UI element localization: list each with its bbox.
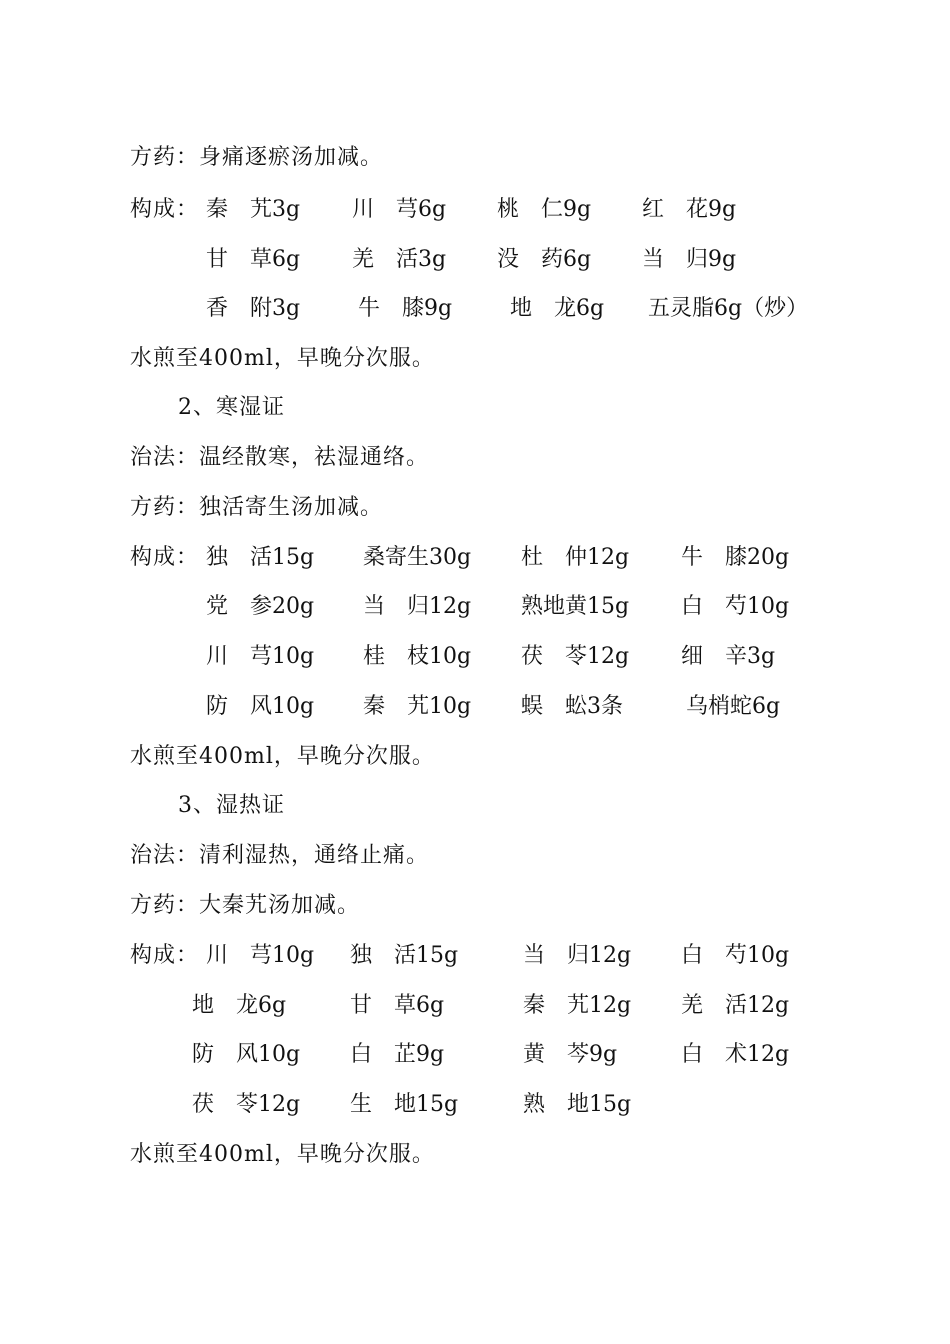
- herb-item: 川 芎6g: [352, 197, 447, 222]
- herb-item: 细 辛3g: [681, 644, 776, 669]
- decoction-line-3: 水煎至400ml，早晚分次服。: [130, 1142, 435, 1167]
- herb-item: 当 归12g: [523, 943, 632, 968]
- herb-item: 没 药6g: [497, 247, 592, 272]
- herb-item: 乌梢蛇6g: [686, 694, 781, 719]
- herb-item: 地 龙6g: [192, 993, 287, 1018]
- herb-item: 秦 艽10g: [363, 694, 472, 719]
- herb-item: 蜈 蚣3条: [521, 694, 623, 719]
- composition-label-3: 构成：: [130, 943, 200, 968]
- herb-item: 黄 芩9g: [523, 1042, 618, 1067]
- decoction-line-2: 水煎至400ml，早晚分次服。: [130, 744, 435, 769]
- heading-cold-damp: 2、寒湿证: [178, 395, 285, 420]
- herb-item: 当 归9g: [642, 247, 737, 272]
- herb-item: 桑寄生30g: [363, 545, 472, 570]
- herb-item: 桃 仁9g: [497, 197, 592, 222]
- formula-line-3: 方药：大秦艽汤加减。: [130, 893, 361, 918]
- herb-item: 桂 枝10g: [363, 644, 472, 669]
- herb-item: 熟地黄15g: [521, 594, 630, 619]
- herb-item: 地 龙6g: [510, 296, 605, 321]
- treatment-line-3: 治法：清利湿热，通络止痛。: [130, 843, 430, 868]
- herb-item: 川 芎10g: [206, 644, 315, 669]
- herb-item: 白 芷9g: [350, 1042, 445, 1067]
- herb-item: 防 风10g: [192, 1042, 301, 1067]
- herb-item: 生 地15g: [350, 1092, 459, 1117]
- herb-item: 甘 草6g: [206, 247, 301, 272]
- herb-item: 党 参20g: [206, 594, 315, 619]
- herb-item: 牛 膝9g: [358, 296, 453, 321]
- herb-item: 茯 苓12g: [192, 1092, 301, 1117]
- herb-item: 茯 苓12g: [521, 644, 630, 669]
- composition-label-2: 构成：: [130, 545, 200, 570]
- composition-label-1: 构成：: [130, 197, 200, 222]
- formula-line-1: 方药：身痛逐瘀汤加减。: [130, 145, 384, 170]
- herb-item: 五灵脂6g（炒）: [648, 296, 809, 321]
- herb-item: 香 附3g: [206, 296, 301, 321]
- herb-item: 防 风10g: [206, 694, 315, 719]
- herb-item: 独 活15g: [350, 943, 459, 968]
- herb-item: 秦 艽3g: [206, 197, 301, 222]
- herb-item: 杜 仲12g: [521, 545, 630, 570]
- herb-item: 白 芍10g: [681, 943, 790, 968]
- herb-item: 当 归12g: [363, 594, 472, 619]
- herb-item: 羌 活3g: [352, 247, 447, 272]
- herb-item: 甘 草6g: [350, 993, 445, 1018]
- herb-item: 白 术12g: [681, 1042, 790, 1067]
- herb-item: 川 芎10g: [206, 943, 315, 968]
- treatment-line-2: 治法：温经散寒，祛湿通络。: [130, 445, 430, 470]
- herb-item: 羌 活12g: [681, 993, 790, 1018]
- herb-item: 熟 地15g: [523, 1092, 632, 1117]
- decoction-line-1: 水煎至400ml，早晚分次服。: [130, 346, 435, 371]
- herb-item: 独 活15g: [206, 545, 315, 570]
- formula-line-2: 方药：独活寄生汤加减。: [130, 495, 384, 520]
- herb-item: 白 芍10g: [681, 594, 790, 619]
- herb-item: 牛 膝20g: [681, 545, 790, 570]
- herb-item: 红 花9g: [642, 197, 737, 222]
- herb-item: 秦 艽12g: [523, 993, 632, 1018]
- heading-damp-heat: 3、湿热证: [178, 793, 285, 818]
